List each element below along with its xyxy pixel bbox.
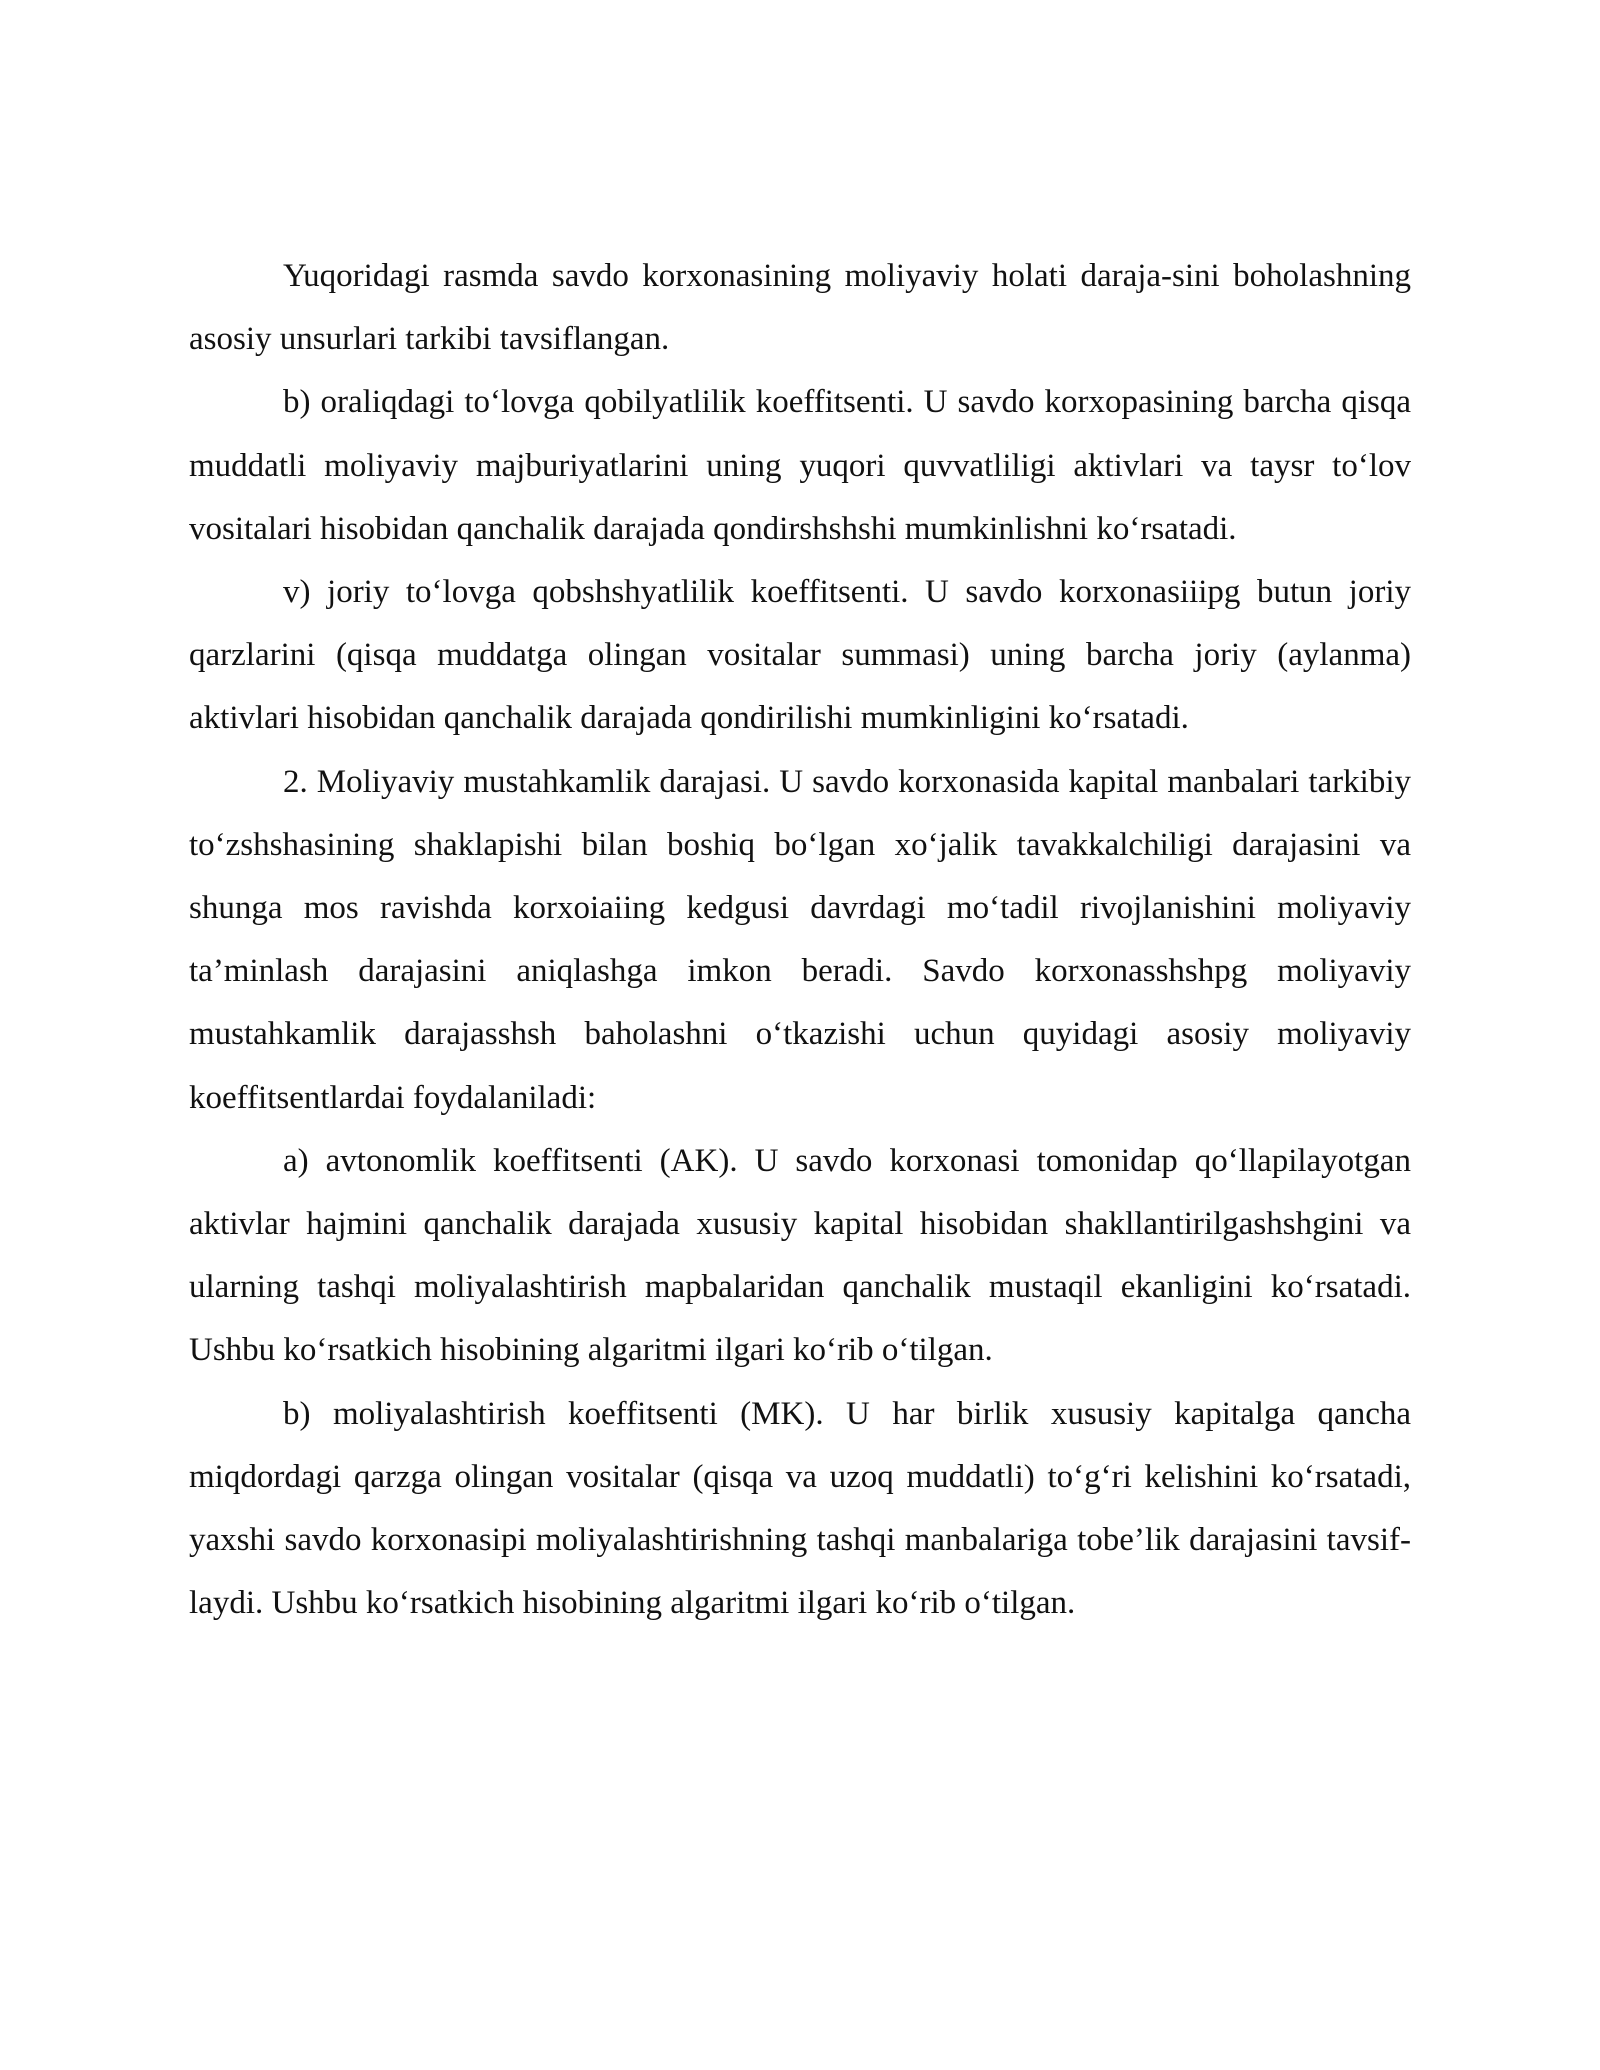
paragraph-autonomy-ratio: a) avtonomlik koeffitsenti (AK). U savdo korxonasi tomonidap qo‘llapilayotgan aktivlar hajmini qanchalik darajada xususiy kapital hisobidan shakllantirilgashshgini va ularning tashqi moliyalashtirish mapbalaridan qanchalik mustaqil ekanligini ko‘rsatadi. Ushbu ko‘rsatkich hisobining algaritmi ilgari ko‘rib o‘tilgan. bbox=[189, 1142, 1411, 1369]
paragraph-financing-ratio: b) moliyalashtirish koeffitsenti (MK). U har birlik xususiy kapitalga qancha miqdordagi qarzga olingan vositalar (qisqa va uzoq muddatli) to‘g‘ri kelishini ko‘rsatadi, yaxshi savdo korxonasipi moliyalashtirishning tashqi manbalariga tobe’lik darajasini tavsif-laydi. Ushbu ko‘rsatkich hisobining algaritmi ilgari ko‘rib o‘tilgan. bbox=[189, 1395, 1411, 1622]
paragraph-financial-stability-level: 2. Moliyaviy mustahkamlik darajasi. U savdo korxonasida kapital manbalari tarkibiy to‘zshshasining shaklapishi bilan boshiq bo‘lgan xo‘jalik tavakkalchiligi darajasini va shunga mos ravishda korxoiaiing kedgusi davrdagi mo‘tadil rivojlanishini moliyaviy ta’minlash darajasini aniqlashga imkon beradi. Savdo korxonasshshpg moliyaviy mustahkamlik darajasshsh baholashni o‘tkazishi uchun quyidagi asosiy moliyaviy koeffitsentlardai foydalaniladi: bbox=[189, 763, 1411, 1116]
paragraph-intro: Yuqoridagi rasmda savdo korxonasining moliyaviy holati daraja-sini boholashning asosiy unsurlari tarkibi tavsiflangan. bbox=[189, 258, 1411, 358]
document-body bbox=[189, 245, 1411, 1635]
paragraph-current-solvency-ratio: v) joriy to‘lovga qobshshyatlilik koeffitsenti. U savdo korxonasiiipg butun joriy qarzlarini (qisqa muddatga olingan vositalar summasi) uning barcha joriy (aylanma) aktivlari hisobidan qanchalik darajada qondirilishi mumkinligini ko‘rsatadi. bbox=[189, 574, 1411, 737]
paragraph-interim-solvency-ratio: b) oraliqdagi to‘lovga qobilyatlilik koeffitsenti. U savdo korxopasining barcha qisqa muddatli moliyaviy majburiyatlarini uning yuqori quvvatliligi aktivlari va taysr to‘lov vositalari hisobidan qanchalik darajada qondirshshshi mumkinlishni ko‘rsatadi. bbox=[189, 384, 1411, 547]
